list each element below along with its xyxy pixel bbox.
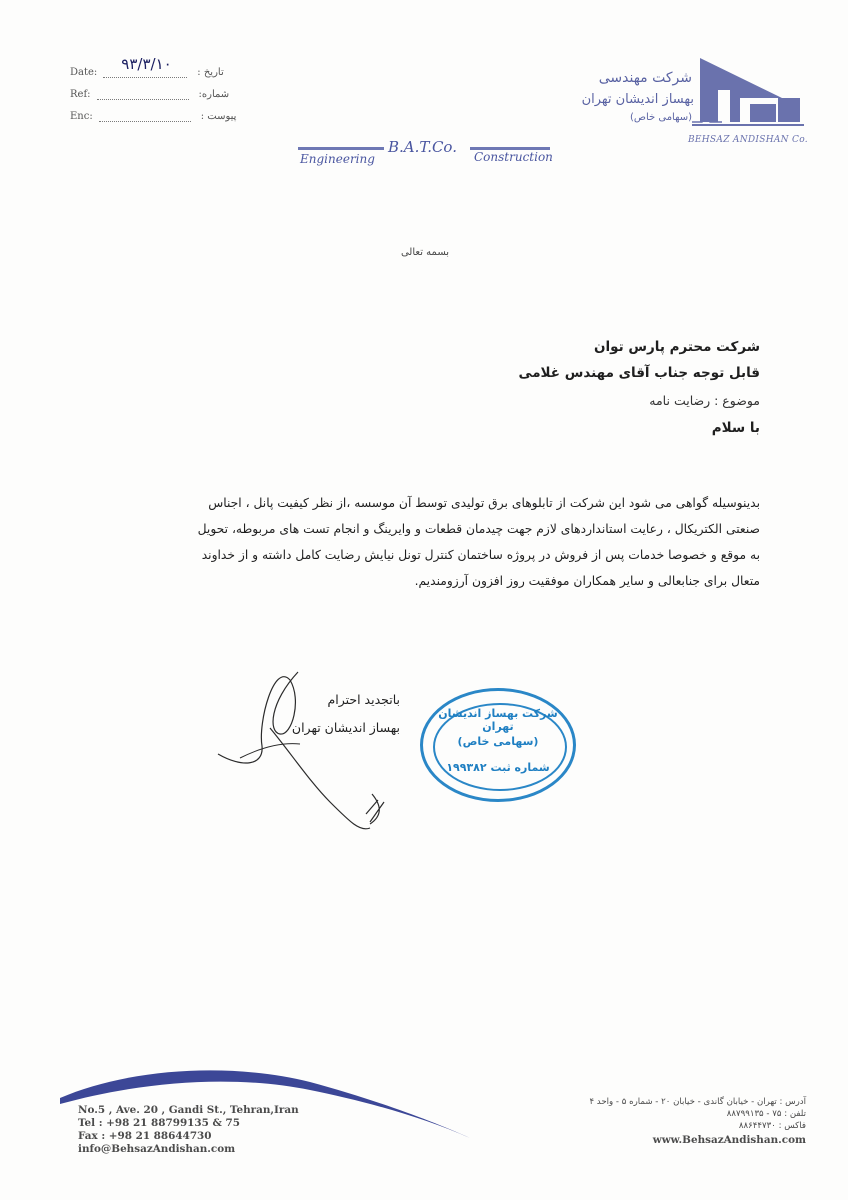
- letter-greeting: با سلام: [711, 420, 760, 436]
- letter-meta-block: [70, 56, 240, 122]
- batco-engineering: Engineering: [300, 152, 375, 166]
- enc-line: [99, 109, 191, 122]
- enc-row: [70, 100, 240, 122]
- logo-fa-line2: بهساز اندیشان تهران: [581, 92, 694, 107]
- date-row: [70, 56, 240, 78]
- basmala: بسمه تعالی: [400, 247, 450, 258]
- body-line: به موقع و خصوصا خدمات پس از فروش در پروژه ساختمان کنترل تونل نیایش رضایت کامل داشته و از خداوند: [201, 548, 760, 562]
- ref-label: Ref:: [70, 89, 91, 100]
- footer-en-address: No.5 , Ave. 20 , Gandi St., Tehran,Iran: [78, 1104, 299, 1116]
- ref-label-fa: شماره:: [198, 89, 230, 100]
- stamp-middle-text: (سهامی خاص): [457, 735, 539, 748]
- date-label-fa: تاریخ :: [197, 67, 224, 78]
- enc-label: Enc:: [70, 111, 93, 122]
- enc-label-fa: پیوست :: [200, 111, 237, 122]
- company-stamp: [420, 688, 576, 802]
- footer-en-fax: Fax : +98 21 88644730: [78, 1130, 212, 1142]
- batco-construction: Construction: [474, 150, 553, 164]
- stamp-bottom-text: شماره ثبت ۱۹۹۳۸۲: [446, 761, 550, 774]
- footer-fa-address: آدرس : تهران - خیابان گاندی - خیابان ۲۰ - شماره ۵ - واحد ۴: [589, 1097, 806, 1107]
- recipient-block: [460, 334, 760, 442]
- recipient-attention: قابل توجه جناب آقای مهندس غلامی: [518, 365, 760, 381]
- logo-mark-icon: [692, 56, 804, 128]
- signatory-name: بهساز اندیشان تهران: [291, 720, 400, 735]
- body-line: صنعتی الکتریکال ، رعایت استانداردهای لازم جهت چیدمان قطعات و وایرینگ و انجام تست های مربوطه، تحویل: [197, 522, 760, 536]
- company-logo: [581, 56, 814, 154]
- footer-en-email: info@BehsazAndishan.com: [78, 1143, 236, 1155]
- date-line: [103, 55, 187, 78]
- logo-en-name: BEHSAZ ANDISHAN Co.: [688, 135, 808, 145]
- footer-address-en: [78, 1104, 328, 1156]
- footer-en-tel: Tel : +98 21 88799135 & 75: [78, 1117, 240, 1129]
- signature-icon: [210, 662, 400, 838]
- footer-address-fa: [500, 1096, 806, 1147]
- recipient-company: شرکت محترم پارس توان: [593, 339, 760, 355]
- footer-fa-fax: فاکس : ۸۸۶۴۴۷۳۰: [738, 1121, 806, 1131]
- footer-website: www.BehsazAndishan.com: [652, 1134, 806, 1146]
- batco-title: B.A.T.Co.: [388, 138, 457, 156]
- ref-row: [70, 78, 240, 100]
- logo-fa-line3: (سهامی خاص): [629, 112, 692, 123]
- footer-fa-tel: تلفن : ۷۵ - ۸۸۷۹۹۱۳۵: [726, 1109, 806, 1119]
- date-handwritten: ۹۳/۳/۱۰: [121, 55, 172, 73]
- date-label: Date:: [70, 67, 98, 78]
- stamp-top-text: شرکت بهساز اندیشان تهران: [438, 707, 558, 733]
- logo-fa-line1: شرکت مهندسی: [598, 70, 692, 86]
- body-line: متعال برای جنابعالی و سایر همکاران موفقیت روز افزون آرزومندیم.: [414, 574, 760, 588]
- letter-body: [130, 490, 760, 594]
- body-line: بدینوسیله گواهی می شود این شرکت از تابلوهای برق تولیدی توسط آن موسسه ،از نظر کیفیت پانل ، اجناس: [208, 496, 760, 510]
- closing-text: باتجدید احترام: [327, 692, 400, 707]
- batco-banner: [298, 138, 554, 170]
- letter-subject: موضوع : رضایت نامه: [649, 393, 760, 408]
- batco-line-left: [298, 147, 384, 150]
- ref-line: [97, 87, 189, 100]
